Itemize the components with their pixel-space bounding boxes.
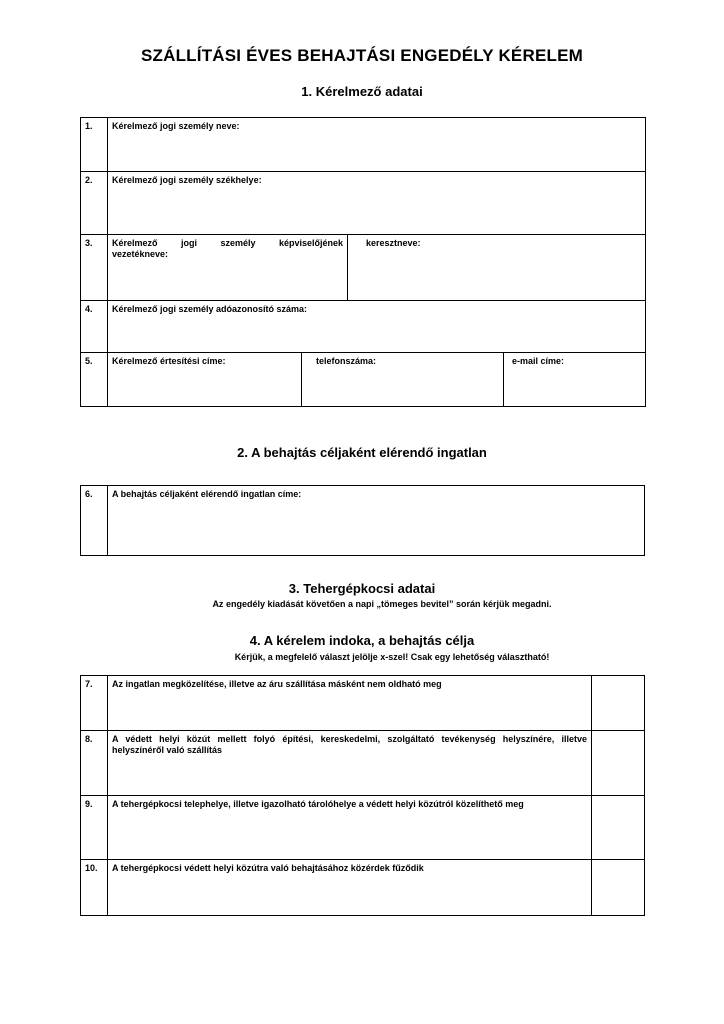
row-reason-10: [81, 860, 645, 916]
field-label: e-mail címe:: [512, 356, 565, 366]
row-number: 7.: [81, 676, 108, 731]
row-applicant-seat: [81, 172, 646, 235]
row-number: 3.: [81, 235, 108, 301]
row-representative: [81, 235, 646, 301]
field-label: keresztneve:: [366, 238, 421, 248]
applicant-seat-field[interactable]: [108, 172, 646, 235]
reason-checkbox[interactable]: [592, 860, 645, 916]
section-4-heading: 4. A kérelem indoka, a behajtás célja: [249, 633, 475, 648]
row-number: 6.: [81, 486, 108, 556]
row-contact: [81, 353, 646, 407]
field-label: Kérelmező jogi személy adóazonosító száma:: [112, 304, 308, 314]
row-reason-9: [81, 796, 645, 860]
field-label: vezetékneve:: [112, 249, 169, 259]
row-number: 5.: [81, 353, 108, 407]
field-label: telefonszáma:: [316, 356, 377, 366]
reason-label: A védett helyi közút mellett folyó építési, kereskedelmi, szolgáltató tevékenység helyszínére, illetve helyszínéről való szállítás: [108, 731, 592, 796]
reason-checkbox[interactable]: [592, 796, 645, 860]
applicant-name-field[interactable]: [108, 118, 646, 172]
reason-label: Az ingatlan megközelítése, illetve az áru szállítása másként nem oldható meg: [108, 676, 592, 731]
row-number: 10.: [81, 860, 108, 916]
field-label: Kérelmező jogi személy székhelye:: [112, 175, 262, 185]
reason-label: A tehergépkocsi telephelye, illetve igazolható tárolóhelye a védett helyi közútról közelíthető meg: [108, 796, 592, 860]
reason-checkbox[interactable]: [592, 731, 645, 796]
row-number: 1.: [81, 118, 108, 172]
phone-field[interactable]: [302, 353, 504, 407]
section-4-note: Kérjük, a megfelelő választ jelölje x-szel! Csak egy lehetőség választható!: [234, 652, 550, 662]
property-table: [80, 485, 645, 556]
row-property-address: [81, 486, 645, 556]
reason-label: A tehergépkocsi védett helyi közútra való behajtásához közérdek fűződik: [108, 860, 592, 916]
property-address-field[interactable]: [108, 486, 645, 556]
row-tax-id: [81, 301, 646, 353]
field-label: Kérelmező jogi személy képviselőjének: [112, 238, 343, 248]
row-number: 2.: [81, 172, 108, 235]
field-label: Kérelmező jogi személy neve:: [112, 121, 240, 131]
notification-address-field[interactable]: [108, 353, 302, 407]
reason-table: [80, 675, 645, 916]
tax-id-field[interactable]: [108, 301, 646, 353]
section-3-heading: 3. Tehergépkocsi adatai: [288, 581, 436, 596]
applicant-table: [80, 117, 646, 407]
representative-firstname-field[interactable]: [348, 235, 646, 301]
email-field[interactable]: [504, 353, 646, 407]
field-label: Kérelmező értesítési címe:: [112, 356, 226, 366]
row-number: 9.: [81, 796, 108, 860]
reason-checkbox[interactable]: [592, 676, 645, 731]
page-title: SZÁLLÍTÁSI ÉVES BEHAJTÁSI ENGEDÉLY KÉRELEM: [141, 46, 583, 65]
row-number: 4.: [81, 301, 108, 353]
section-3-note: Az engedély kiadását követően a napi „tömeges bevitel” során kérjük megadni.: [212, 599, 552, 609]
representative-surname-field[interactable]: [108, 235, 348, 301]
row-applicant-name: [81, 118, 646, 172]
row-reason-8: [81, 731, 645, 796]
section-2-heading: 2. A behajtás céljaként elérendő ingatlan: [237, 445, 487, 460]
row-number: 8.: [81, 731, 108, 796]
row-reason-7: [81, 676, 645, 731]
field-label: A behajtás céljaként elérendő ingatlan címe:: [112, 489, 302, 499]
section-1-heading: 1. Kérelmező adatai: [301, 84, 423, 99]
